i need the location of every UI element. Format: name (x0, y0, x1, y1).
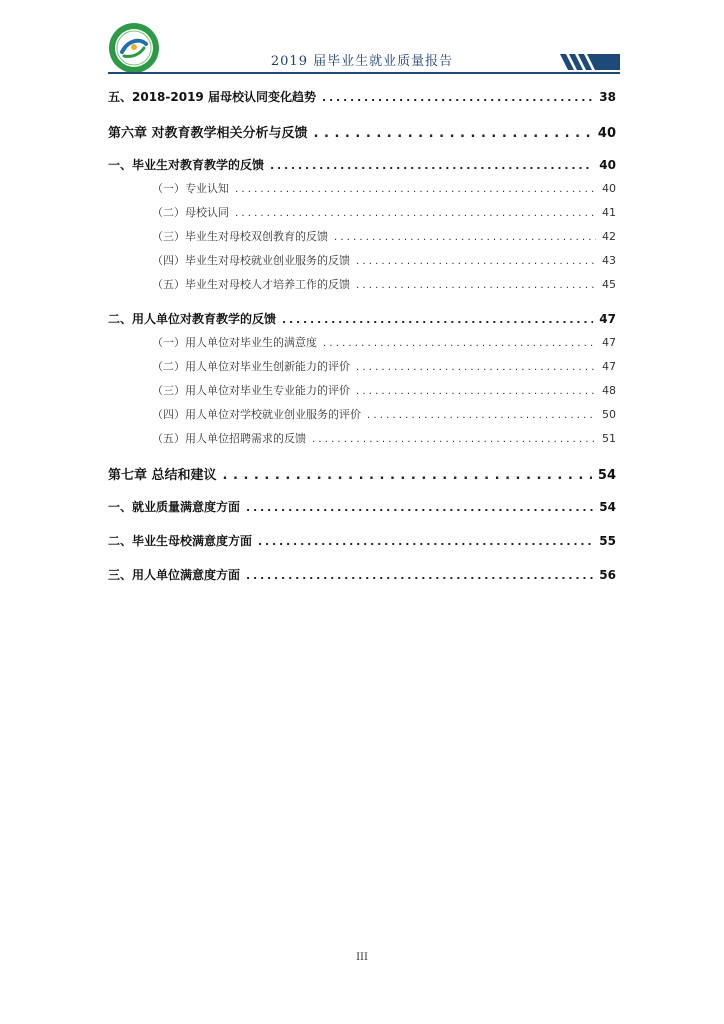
toc-entry-title: 一、毕业生对教育教学的反馈 (108, 158, 265, 172)
toc-entry-page: 55 (599, 534, 616, 548)
toc-entry-title: （四）用人单位对学校就业创业服务的评价 (152, 408, 361, 421)
toc-leader-dots (312, 434, 596, 445)
toc-entry-page: 38 (599, 90, 616, 104)
toc-leader-dots (246, 501, 593, 514)
toc-entry-title: （五）用人单位招聘需求的反馈 (152, 432, 306, 445)
toc-leader-dots (246, 569, 593, 582)
toc-entry-page: 42 (602, 230, 616, 243)
toc-leader-dots (235, 184, 596, 195)
toc-entry-title: （一）用人单位对毕业生的满意度 (152, 336, 317, 349)
toc-entry[interactable] (108, 358, 616, 374)
toc-leader-dots (356, 280, 596, 291)
toc-entry-page: 51 (602, 432, 616, 445)
toc-entry-page: 41 (602, 206, 616, 219)
toc-entry[interactable] (108, 382, 616, 398)
page-number: III (356, 952, 368, 963)
toc-entry-page: 40 (602, 182, 616, 195)
toc-entry[interactable] (108, 532, 616, 549)
toc-entry[interactable] (108, 88, 616, 105)
toc-entry[interactable] (108, 252, 616, 268)
toc-entry-title: 三、用人单位满意度方面 (108, 568, 241, 582)
page-header (0, 0, 724, 80)
toc-entry-page: 54 (599, 500, 616, 514)
toc-entry-page: 50 (602, 408, 616, 421)
toc-entry-page: 48 (602, 384, 616, 397)
toc-leader-dots (322, 91, 593, 104)
toc-entry-title: （三）毕业生对母校双创教育的反馈 (152, 230, 328, 243)
toc-entry-page: 40 (597, 126, 616, 141)
toc-entry[interactable] (108, 180, 616, 196)
toc-leader-dots (314, 126, 592, 141)
toc-entry-page: 56 (599, 568, 616, 582)
toc-entry-page: 47 (602, 336, 616, 349)
header-divider (108, 72, 620, 74)
toc-entry[interactable] (108, 204, 616, 220)
toc-entry-title: （五）毕业生对母校人才培养工作的反馈 (152, 278, 350, 291)
toc-entry-page: 47 (602, 360, 616, 373)
header-title: 2019 届毕业生就业质量报告 (270, 54, 454, 69)
toc-entry-title: 一、就业质量满意度方面 (108, 500, 241, 514)
toc-leader-dots (235, 208, 596, 219)
toc-leader-dots (356, 256, 596, 267)
toc-entry-title: （四）毕业生对母校就业创业服务的反馈 (152, 254, 350, 267)
toc-leader-dots (258, 535, 593, 548)
toc-entry-title: 第六章 对教育教学相关分析与反馈 (108, 126, 308, 141)
toc-entry-title: 五、2018-2019 届母校认同变化趋势 (108, 90, 316, 104)
toc-entry-title: 二、用人单位对教育教学的反馈 (108, 312, 277, 326)
toc-entry[interactable] (108, 310, 616, 327)
toc-entry-page: 43 (602, 254, 616, 267)
toc-leader-dots (282, 313, 593, 326)
header-stripes-decoration (560, 54, 620, 70)
toc-entry-page: 45 (602, 278, 616, 291)
toc-entry-page: 40 (599, 158, 616, 172)
toc-leader-dots (356, 386, 596, 397)
toc-leader-dots (334, 232, 596, 243)
toc-entry-page: 47 (599, 312, 616, 326)
toc-entry[interactable] (108, 566, 616, 583)
toc-entry-title: （二）用人单位对毕业生创新能力的评价 (152, 360, 350, 373)
toc-entry-title: 二、毕业生母校满意度方面 (108, 534, 253, 548)
toc-entry[interactable] (108, 498, 616, 515)
toc-leader-dots (367, 410, 596, 421)
toc-entry-title: （一）专业认知 (152, 182, 229, 195)
toc-leader-dots (323, 338, 596, 349)
toc-entry-title: （三）用人单位对毕业生专业能力的评价 (152, 384, 350, 397)
toc-leader-dots (223, 468, 592, 483)
toc-entry[interactable] (108, 406, 616, 422)
toc-entry[interactable] (108, 464, 616, 483)
toc-leader-dots (270, 159, 593, 172)
toc-entry[interactable] (108, 276, 616, 292)
toc-leader-dots (356, 362, 596, 373)
toc-entry[interactable] (108, 122, 616, 141)
toc-entry-page: 54 (597, 468, 616, 483)
toc-entry-title: 第七章 总结和建议 (108, 468, 217, 483)
toc-entry-title: （二）母校认同 (152, 206, 229, 219)
toc-entry[interactable] (108, 156, 616, 173)
toc-entry[interactable] (108, 334, 616, 350)
toc-entry[interactable] (108, 228, 616, 244)
toc-entry[interactable] (108, 430, 616, 446)
